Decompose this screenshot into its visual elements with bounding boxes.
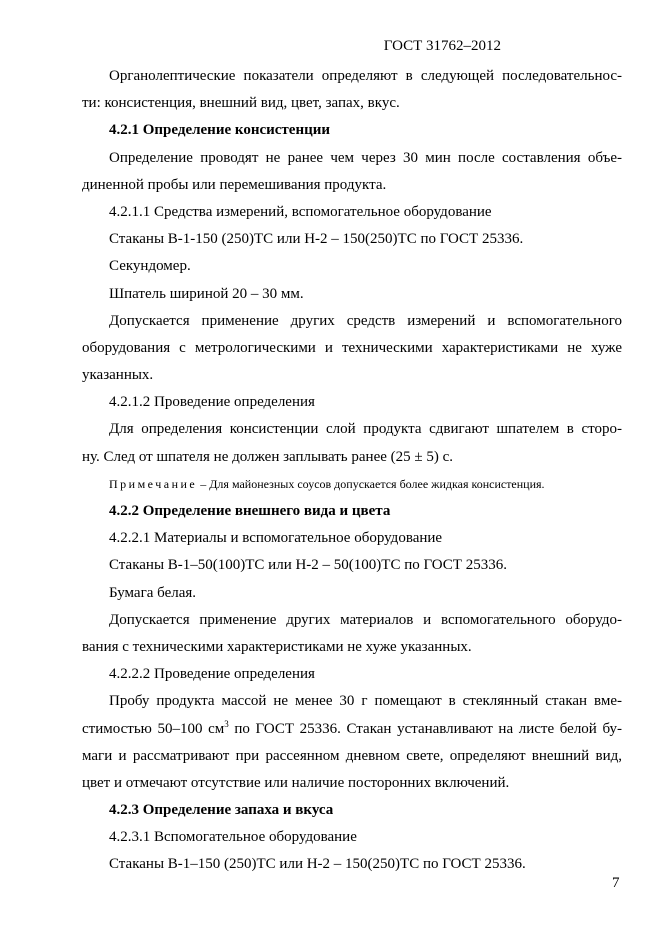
- paragraph-line: вания с техническими характеристиками не хуже указанных.: [82, 638, 472, 655]
- note: [82, 471, 622, 498]
- note-label: Примечание: [109, 476, 198, 491]
- paragraph-line: Стаканы В-1-150 (250)ТС или Н-2 – 150(250)ТС по ГОСТ 25336.: [109, 231, 524, 248]
- paragraph-line: Секундомер.: [109, 258, 191, 275]
- paragraph-line: ти: консистенция, внешний вид, цвет, запах, вкус.: [82, 95, 400, 112]
- paragraph-line: Допускается применение других средств измерений и вспомогательного: [109, 312, 622, 329]
- paragraph-line: Пробу продукта массой не менее 30 г помещают в стеклянный стакан вме-: [109, 693, 622, 710]
- text-span: стимостью 50–100 см: [82, 720, 225, 737]
- section-heading: 4.2.3 Определение запаха и вкуса: [109, 802, 334, 819]
- paragraph-line: Органолептические показатели определяют в следующей последовательнос-: [109, 68, 622, 84]
- paragraph-line: маги и рассматривают при рассеянном дневном свете, определяют внешний вид,: [82, 747, 622, 764]
- paragraph-line: цвет и отмечают отсутствие или наличие посторонних включений.: [82, 774, 510, 791]
- paragraph-line: Для определения консистенции слой продукта сдвигают шпателем в сторо-: [109, 421, 622, 438]
- subsection-heading: 4.2.3.1 Вспомогательное оборудование: [109, 829, 357, 846]
- paragraph-line: указанных.: [82, 367, 154, 384]
- paragraph-line: [82, 716, 622, 743]
- paragraph-line: Стаканы В-1–50(100)ТС или Н-2 – 50(100)ТС по ГОСТ 25336.: [109, 557, 507, 574]
- subsection-heading: 4.2.1.2 Проведение определения: [109, 394, 315, 411]
- paragraph-line: диненной пробы или перемешивания продукта.: [82, 176, 387, 193]
- paragraph-line: Бумага белая.: [109, 584, 197, 601]
- paragraph-line: ну. След от шпателя не должен заплывать ранее (25 ± 5) с.: [82, 448, 454, 465]
- page-body: [82, 63, 622, 879]
- paragraph-line: Допускается применение других материалов и вспомогательного оборудо-: [109, 611, 622, 628]
- subsection-heading: 4.2.1.1 Средства измерений, вспомогательное оборудование: [109, 203, 492, 220]
- subsection-heading: 4.2.2.1 Материалы и вспомогательное оборудование: [109, 530, 443, 547]
- paragraph-line: Шпатель шириной 20 – 30 мм.: [109, 285, 304, 302]
- page-number: 7: [612, 875, 620, 891]
- section-heading: 4.2.1 Определение консистенции: [109, 122, 331, 139]
- text-span: по ГОСТ 25336. Стакан устанавливают на листе белой бу-: [228, 720, 623, 737]
- superscript: 3: [224, 718, 229, 729]
- document-code: ГОСТ 31762–2012: [383, 38, 501, 54]
- note-text: – Для майонезных соусов допускается более жидкая консистенция.: [197, 476, 545, 491]
- paragraph-line: Стаканы В-1–150 (250)ТС или Н-2 – 150(250)ТС по ГОСТ 25336.: [109, 856, 526, 873]
- paragraph-line: Определение проводят не ранее чем через 30 мин после составления объе-: [109, 149, 622, 166]
- subsection-heading: 4.2.2.2 Проведение определения: [109, 666, 315, 683]
- section-heading: 4.2.2 Определение внешнего вида и цвета: [109, 503, 391, 519]
- paragraph-line: оборудования с метрологическими и техническими характеристиками не хуже: [82, 339, 622, 356]
